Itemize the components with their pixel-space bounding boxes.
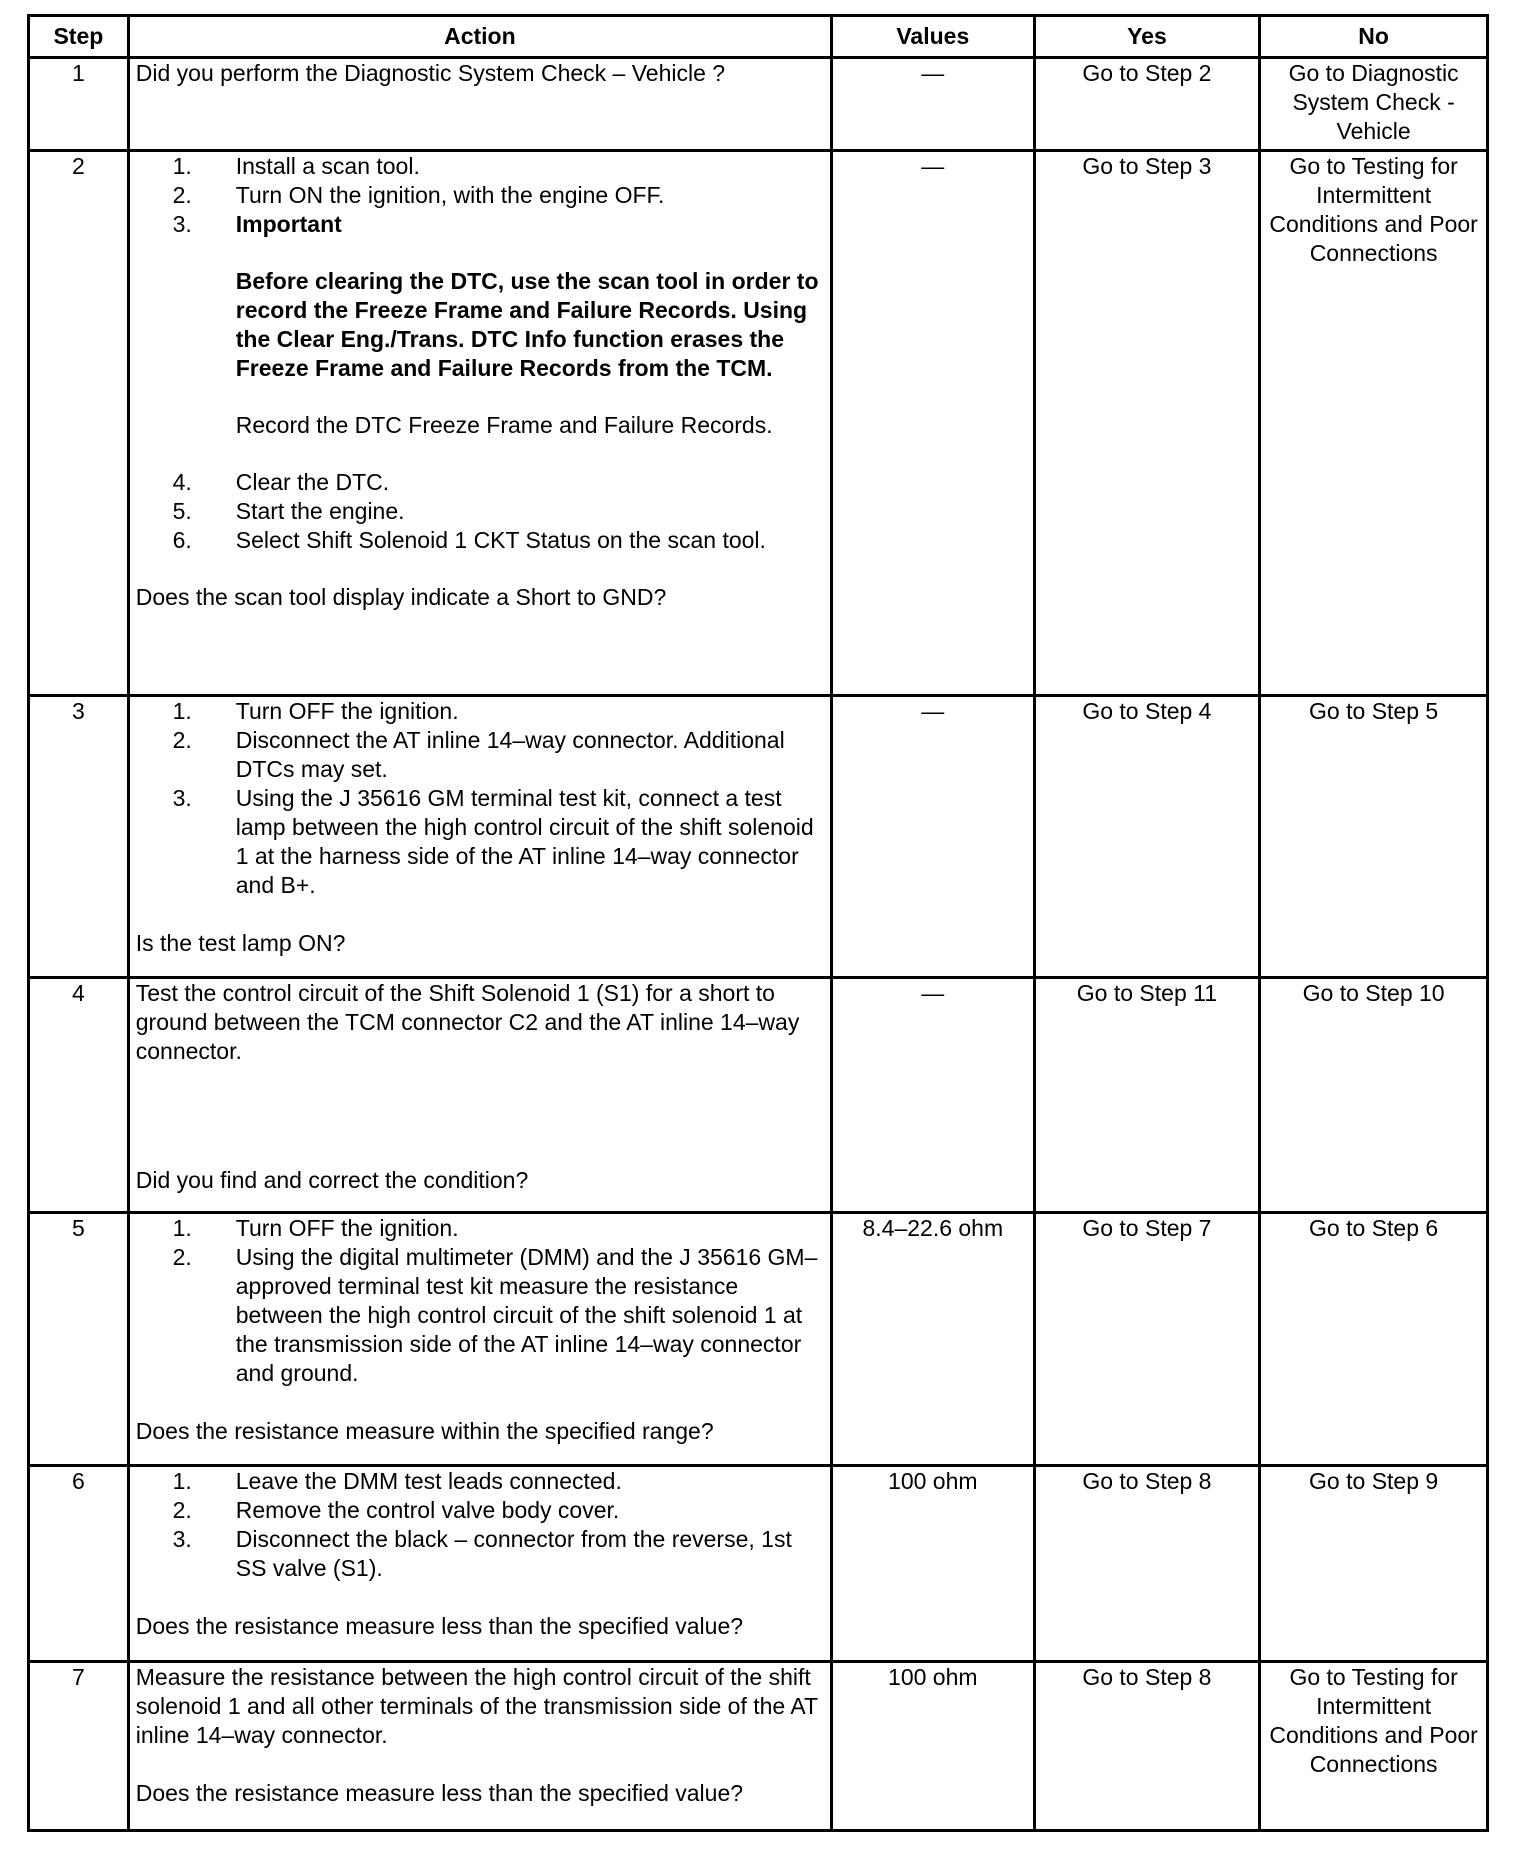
header-step: Step: [29, 16, 129, 58]
question-text: Does the scan tool display indicate a Short to GND?: [135, 584, 667, 610]
header-values: Values: [832, 16, 1035, 58]
no-result: Go to Step 10: [1260, 978, 1488, 1213]
list-item: 6. Select Shift Solenoid 1 CKT Status on the scan tool.: [172, 527, 766, 553]
yes-result: Go to Step 2: [1034, 58, 1260, 151]
value-cell: 8.4–22.6 ohm: [832, 1213, 1035, 1466]
table-row: [29, 978, 1488, 1213]
table-header-row: [29, 16, 1488, 58]
action-cell: [128, 696, 831, 978]
value-cell: —: [832, 978, 1035, 1213]
yes-result: Go to Step 4: [1034, 696, 1260, 978]
list-item: 2. Using the digital multimeter (DMM) and the J 35616 GM–approved terminal test kit measure the resistance between the high control circuit of the shift solenoid 1 at the transmission side of the AT inline 14–way connector and ground.: [172, 1244, 818, 1386]
value-cell: 100 ohm: [832, 1466, 1035, 1662]
table-row: [29, 1213, 1488, 1466]
action-cell: [128, 978, 831, 1213]
no-result: Go to Step 6: [1260, 1213, 1488, 1466]
no-result: Go to Testing for Intermittent Conditions and Poor Connections: [1260, 151, 1488, 696]
no-result: Go to Step 9: [1260, 1466, 1488, 1662]
record-instruction: Record the DTC Freeze Frame and Failure Records.: [235, 412, 773, 438]
action-list: [136, 697, 824, 900]
yes-result: Go to Step 11: [1034, 978, 1260, 1213]
list-item: 3. Disconnect the black – connector from the reverse, 1st SS valve (S1).: [172, 1526, 792, 1581]
table-row: [29, 1466, 1488, 1662]
yes-result: Go to Step 3: [1034, 151, 1260, 696]
no-result: Go to Step 5: [1260, 696, 1488, 978]
important-label: Important: [235, 211, 342, 237]
action-cell: [128, 1213, 831, 1466]
step-number: 6: [29, 1466, 129, 1662]
list-item: 3. Using the J 35616 GM terminal test kit, connect a test lamp between the high control circuit of the shift solenoid 1 at the harness side of the AT inline 14–way connector and B+.: [172, 785, 814, 898]
action-list: [136, 1467, 824, 1583]
step-number: 4: [29, 978, 129, 1213]
action-cell: [128, 151, 831, 696]
table-row: [29, 151, 1488, 696]
header-no: No: [1260, 16, 1488, 58]
action-list: [136, 1214, 824, 1388]
yes-result: Go to Step 7: [1034, 1213, 1260, 1466]
list-item: 1. Turn OFF the ignition.: [172, 698, 459, 724]
action-cell: [128, 1466, 831, 1662]
step-number: 7: [29, 1662, 129, 1831]
question-text: Is the test lamp ON?: [135, 930, 346, 956]
list-item: 1. Install a scan tool.: [172, 153, 420, 179]
header-action: Action: [128, 16, 831, 58]
no-result: Go to Testing for Intermittent Conditions and Poor Connections: [1260, 1662, 1488, 1831]
question-text: Does the resistance measure less than the specified value?: [135, 1780, 744, 1806]
list-item: 2. Remove the control valve body cover.: [172, 1497, 620, 1523]
list-item: 1. Turn OFF the ignition.: [172, 1215, 459, 1241]
yes-result: Go to Step 8: [1034, 1466, 1260, 1662]
question-text: Did you perform the Diagnostic System Check – Vehicle ?: [135, 60, 726, 86]
table-row: [29, 58, 1488, 151]
step-number: 3: [29, 696, 129, 978]
no-result: Go to Diagnostic System Check - Vehicle: [1260, 58, 1488, 151]
action-cell: [128, 1662, 831, 1831]
action-cell: [128, 58, 831, 151]
diagnostic-table: [27, 14, 1489, 1832]
question-text: Does the resistance measure within the specified range?: [135, 1418, 714, 1444]
value-cell: —: [832, 58, 1035, 151]
step-number: 5: [29, 1213, 129, 1466]
value-cell: 100 ohm: [832, 1662, 1035, 1831]
action-list: [136, 152, 824, 555]
step-number: 2: [29, 151, 129, 696]
table-row: [29, 696, 1488, 978]
list-item: 3. Important Before clearing the DTC, use the scan tool in order to record the Freeze Frame and Failure Records. Using the Clear Eng./Trans. DTC Info function erases the Freeze Frame and Failure Records from the TCM. Record the DTC Freeze Frame and Failure Records.: [136, 210, 824, 468]
value-cell: —: [832, 696, 1035, 978]
important-note: Before clearing the DTC, use the scan tool in order to record the Freeze Frame and Failure Records. Using the Clear Eng./Trans. DTC Info function erases the Freeze Frame and Failure Records from the TCM.: [235, 268, 819, 381]
question-text: Did you find and correct the condition?: [135, 1167, 529, 1193]
list-item: 1. Leave the DMM test leads connected.: [172, 1468, 622, 1494]
value-cell: —: [832, 151, 1035, 696]
yes-result: Go to Step 8: [1034, 1662, 1260, 1831]
header-yes: Yes: [1034, 16, 1260, 58]
instruction-text: Measure the resistance between the high control circuit of the shift solenoid 1 and all other terminals of the transmission side of the AT inline 14–way connector.: [135, 1664, 818, 1748]
list-item: 5. Start the engine.: [172, 498, 405, 524]
step-number: 1: [29, 58, 129, 151]
list-item: 2. Disconnect the AT inline 14–way connector. Additional DTCs may set.: [172, 727, 785, 782]
list-item: 2. Turn ON the ignition, with the engine OFF.: [172, 182, 665, 208]
instruction-text: Test the control circuit of the Shift Solenoid 1 (S1) for a short to ground between the TCM connector C2 and the AT inline 14–way connector.: [135, 980, 800, 1064]
question-text: Does the resistance measure less than the specified value?: [135, 1613, 744, 1639]
table-row: [29, 1662, 1488, 1831]
list-item: 4. Clear the DTC.: [172, 469, 390, 495]
